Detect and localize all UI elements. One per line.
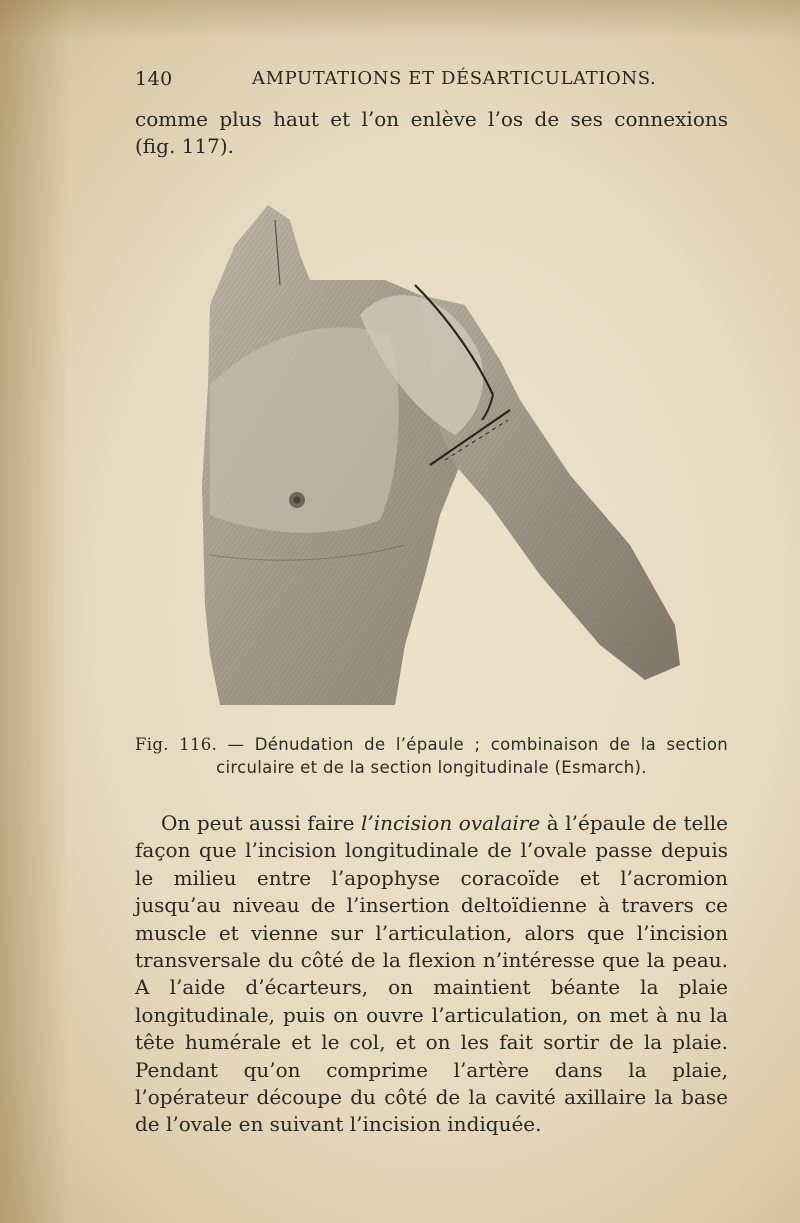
page-header — [135, 68, 735, 94]
caption-line-2: circulaire et de la section longitudinale (Esmarch). — [216, 758, 647, 777]
top-paragraph: comme plus haut et l’on enlève l’os de ses connexions (fig. 117). — [135, 107, 728, 159]
page-number: 140 — [135, 68, 173, 90]
page-top-shadow — [0, 0, 800, 40]
body-text-rest: à l’épaule de telle façon que l’incision longitudinale de l’ovale passe depuis le milieu entre l’apophyse coracoïde et l’acromion jusqu’au niveau de l’insertion deltoïdienne à travers ce muscle et vienne sur l’articulation, alors que l’incision transversale du côté de la flexion n’intéresse que la peau. A l’aide d’écarteurs, on maintient béante la plaie longitudinale, puis on ouvre l’articulation, on met à nu la tête humérale et le col, et on les fait sortir de la plaie. Pendant qu’on comprime l’artère dans la plaie, l’opérateur découpe du côté de la cavité axillaire la base de l’ovale en suivant l’incision indiquée. — [135, 811, 728, 1137]
figure-label: Fig. 116. — [135, 735, 218, 754]
caption-text-1: — Dénudation de l’épaule ; combinaison de la section — [217, 735, 728, 754]
body-text-start: On peut aussi faire — [161, 811, 361, 835]
body-paragraph — [135, 810, 728, 1139]
caption-line-1 — [135, 733, 728, 756]
italic-term: l’incision ovalaire — [361, 811, 541, 835]
figure-caption — [135, 733, 728, 779]
page-edge-shadow — [0, 0, 70, 1223]
shoulder-illustration — [190, 185, 690, 715]
shoulder-engraving — [190, 185, 690, 715]
running-title: AMPUTATIONS ET DÉSARTICULATIONS. — [252, 68, 657, 89]
